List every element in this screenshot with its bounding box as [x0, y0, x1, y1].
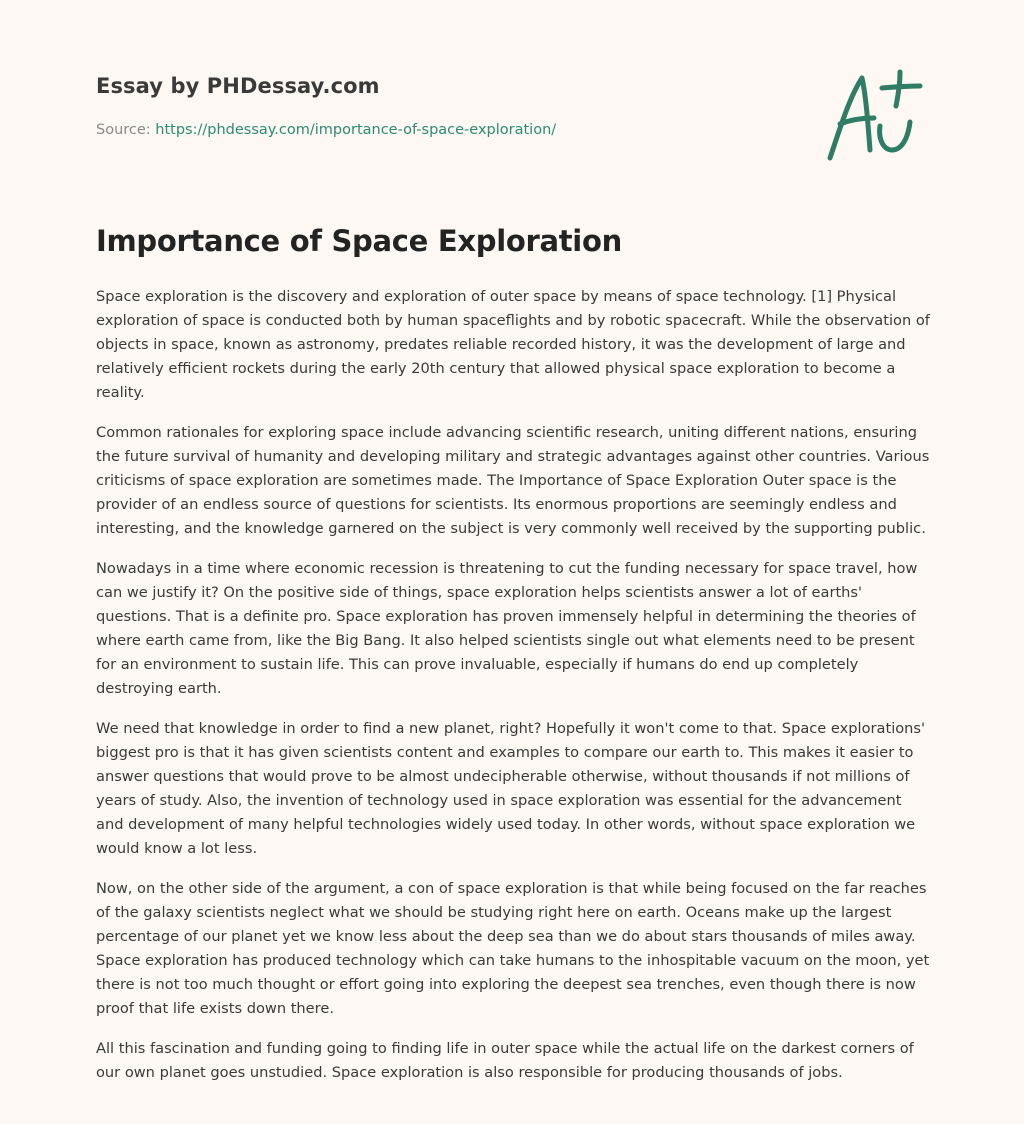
a-plus-logo-icon — [822, 66, 932, 166]
essay-paragraph: Space exploration is the discovery and exploration of outer space by means of space technology. [1] Physical exploration of space is conducted both by human spaceflights and by robotic spacecraft. While the observation of objects in space, known as astronomy, predates reliable recorded history, it was the development of large and relatively efficient rockets during the early 20th century that allowed physical space exploration to become a reality. — [96, 288, 930, 401]
source-link[interactable]: https://phdessay.com/importance-of-space-exploration/ — [155, 122, 557, 138]
essay-paragraph: All this fascination and funding going to finding life in outer space while the actual life on the darkest corners of our own planet goes unstudied. Space exploration is also responsible for producing thousands of jobs. — [96, 1040, 914, 1081]
essay-body — [96, 285, 932, 1101]
source-line — [96, 122, 796, 138]
brand-title: Essay by PHDessay.com — [96, 74, 380, 98]
essay-paragraph: Common rationales for exploring space include advancing scientific research, uniting different nations, ensuring the future survival of humanity and developing military and strategic advantages against other countries. Various criticisms of space exploration are sometimes made. The Importance of Space Exploration Outer space is the provider of an endless source of questions for scientists. Its enormous proportions are seemingly endless and interesting, and the knowledge garnered on the subject is very commonly well received by the supporting public. — [96, 424, 930, 537]
page-header — [96, 74, 796, 138]
source-label: Source: — [96, 122, 151, 138]
essay-paragraph: Nowadays in a time where economic recession is threatening to cut the funding necessary for space travel, how can we justify it? On the positive side of things, space exploration helps scientists answer a lot of earths' questions. That is a definite pro. Space exploration has proven immensely helpful in determining the theories of where earth came from, like the Big Bang. It also helped scientists single out what elements need to be present for an environment to sustain life. This can prove invaluable, especially if humans do end up completely destroying earth. — [96, 560, 918, 697]
essay-paragraph: We need that knowledge in order to find a new planet, right? Hopefully it won't come to that. Space explorations' biggest pro is that it has given scientists content and examples to compare our earth to. This makes it easier to answer questions that would prove to be almost undecipherable otherwise, without thousands if not millions of years of study. Also, the invention of technology used in space exploration was essential for the advancement and development of many helpful technologies widely used today. In other words, without space exploration we would know a lot less. — [96, 720, 926, 857]
essay-paragraph: Now, on the other side of the argument, a con of space exploration is that while being focused on the far reaches of the galaxy scientists neglect what we should be studying right here on earth. Oceans make up the largest percentage of our planet yet we know less about the deep sea than we do about stars thousands of miles away. Space exploration has produced technology which can take humans to the inhospitable vacuum on the moon, yet there is not too much thought or effort going into exploring the deepest sea trenches, even though there is now proof that life exists down there. — [96, 880, 930, 1017]
essay-title: Importance of Space Exploration — [96, 224, 622, 258]
